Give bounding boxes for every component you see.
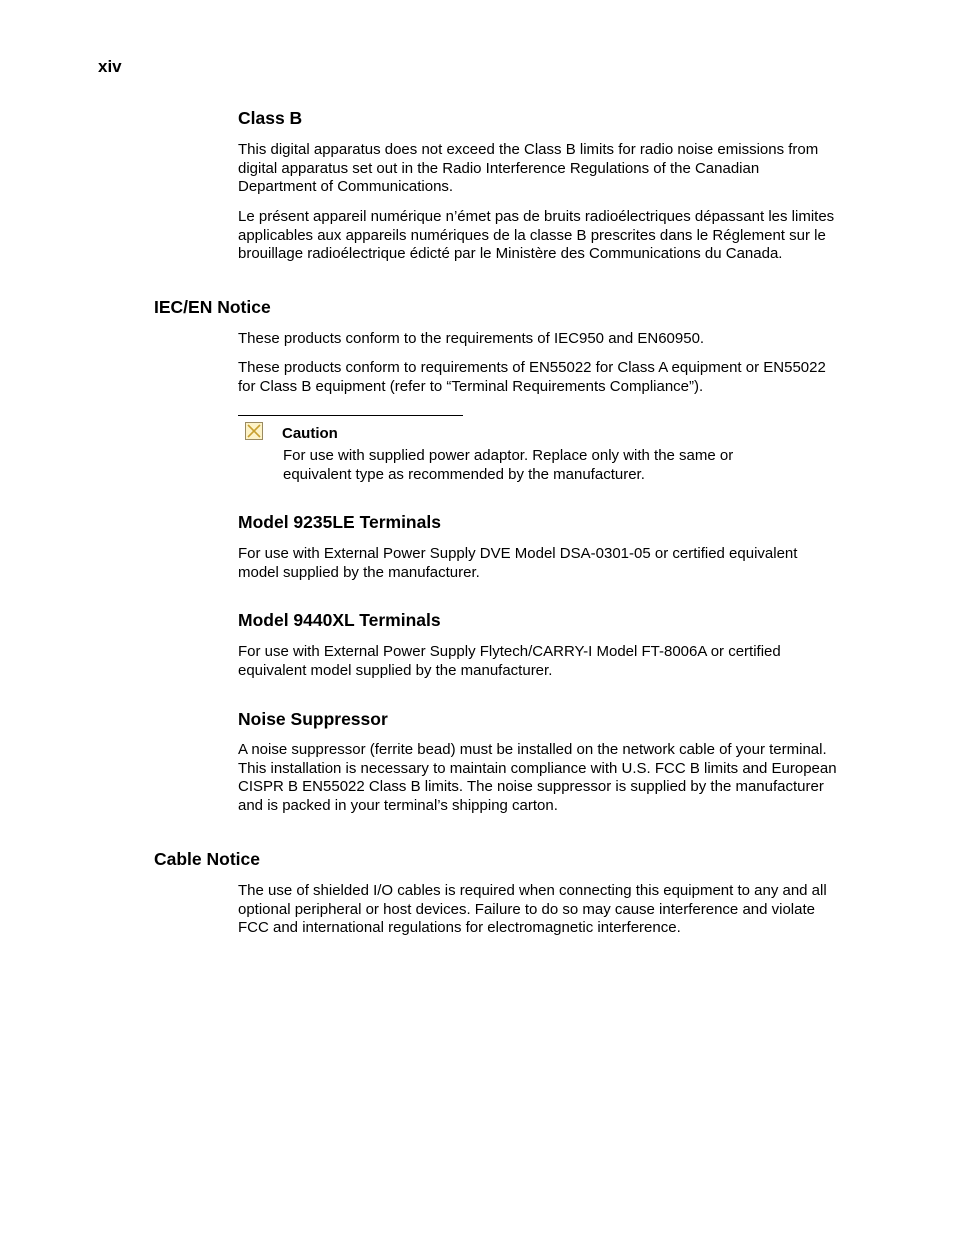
caution-title: Caution [282, 425, 338, 442]
text-line: FCC and international regulations for electromagnetic interference. [238, 919, 681, 937]
iec-notice-heading: IEC/EN Notice [154, 297, 271, 317]
text-line: For use with External Power Supply DVE Model DSA-0301-05 or certified equivalent [238, 545, 798, 562]
text-line: equivalent type as recommended by the manufacturer. [283, 465, 645, 483]
noise-suppressor-paragraph [238, 741, 858, 816]
caution-text [283, 447, 843, 484]
text-line: for Class B equipment (refer to “Terminal Requirements Compliance”). [238, 377, 704, 395]
text-line: This digital apparatus does not exceed the Class B limits for radio noise emissions from [238, 141, 819, 158]
cable-notice-paragraph [238, 882, 858, 938]
page-number: xiv [98, 57, 122, 76]
text-line: CISPR B EN55022 Class B limits. The noise suppressor is supplied by the manufacturer [238, 778, 824, 796]
text-line: digital apparatus set out in the Radio Interference Regulations of the Canadian [238, 159, 760, 177]
text-line: brouillage radioélectrique édicté par le Ministère des Communications du Canada. [238, 245, 783, 263]
noise-suppressor-heading: Noise Suppressor [238, 709, 388, 729]
caution-icon [245, 422, 263, 440]
iec-notice-paragraph-2 [238, 359, 858, 396]
model-9440xl-heading: Model 9440XL Terminals [238, 610, 441, 630]
text-line: optional peripheral or host devices. Failure to do so may cause interference and violate [238, 900, 815, 918]
caution-divider [238, 415, 463, 416]
class-b-heading: Class B [238, 108, 303, 128]
text-line: For use with External Power Supply Flytech/CARRY-I Model FT-8006A or certified [238, 643, 781, 660]
model-9235le-heading: Model 9235LE Terminals [238, 512, 441, 532]
text-line: These products conform to the requirements of IEC950 and EN60950. [238, 330, 705, 347]
class-b-paragraph-1 [238, 141, 858, 197]
text-line: This installation is necessary to maintain compliance with U.S. FCC B limits and European [238, 759, 837, 777]
text-line: and is packed in your terminal’s shipping carton. [238, 797, 558, 815]
model-9235le-paragraph [238, 545, 858, 582]
cable-notice-heading: Cable Notice [154, 849, 260, 869]
model-9440xl-paragraph [238, 643, 858, 680]
text-line: The use of shielded I/O cables is required when connecting this equipment to any and all [238, 882, 827, 899]
text-line: Department of Communications. [238, 178, 454, 196]
text-line: A noise suppressor (ferrite bead) must be installed on the network cable of your terminal. [238, 741, 827, 758]
text-line: For use with supplied power adaptor. Replace only with the same or [283, 447, 734, 464]
text-line: model supplied by the manufacturer. [238, 563, 480, 581]
text-line: Le présent appareil numérique n’émet pas de bruits radioélectriques dépassant les limites [238, 208, 835, 225]
class-b-paragraph-2 [238, 208, 858, 264]
text-line: equivalent model supplied by the manufacturer. [238, 661, 553, 679]
text-line: applicables aux appareils numériques de la classe B prescrites dans le Réglement sur le [238, 226, 826, 244]
iec-notice-paragraph-1 [238, 330, 858, 349]
text-line: These products conform to requirements of EN55022 for Class A equipment or EN55022 [238, 359, 826, 376]
